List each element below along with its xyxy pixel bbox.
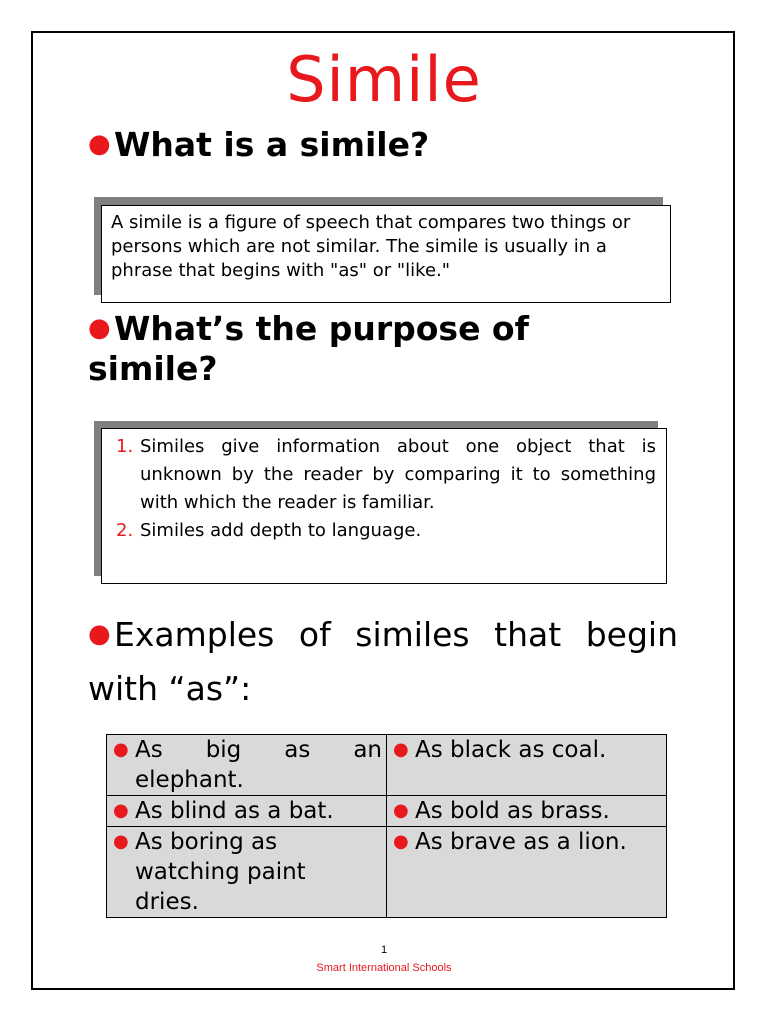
table-cell xyxy=(387,735,667,796)
heading-purpose-of-simile xyxy=(88,308,668,389)
list-number: 1. xyxy=(116,436,134,457)
table-cell xyxy=(107,796,387,827)
table-row xyxy=(107,796,667,827)
bullet-icon: ● xyxy=(113,831,129,852)
bullet-icon: ● xyxy=(88,313,111,343)
example-text: As bold as brass. xyxy=(415,798,610,824)
list-number: 2. xyxy=(116,520,134,541)
table-cell xyxy=(107,735,387,796)
table-cell xyxy=(107,827,387,918)
examples-table xyxy=(106,734,667,918)
list-text: Similes add depth to language. xyxy=(140,520,422,541)
list-item xyxy=(116,433,656,517)
bullet-icon: ● xyxy=(113,800,129,821)
example-text: As big as an elephant. xyxy=(135,737,382,793)
table-row xyxy=(107,827,667,918)
bullet-icon: ● xyxy=(88,129,111,159)
example-text: As blind as a bat. xyxy=(135,798,334,824)
table-cell xyxy=(387,796,667,827)
heading-what-is-simile xyxy=(88,124,429,165)
example-text: As brave as a lion. xyxy=(415,829,627,855)
bullet-icon: ● xyxy=(393,831,409,852)
page-number: 1 xyxy=(380,944,388,956)
footer-school-name: Smart International Schools xyxy=(316,962,452,974)
purpose-list xyxy=(102,429,666,545)
heading-text: What’s the purpose of simile? xyxy=(88,309,529,388)
example-text: As boring as watching paint dries. xyxy=(135,829,306,915)
list-text: Similes give information about one object that is unknown by the reader by comparing it to something with which the reader is familiar. xyxy=(140,436,656,513)
table-cell xyxy=(387,827,667,918)
page-title: Simile xyxy=(286,43,482,116)
definition-box xyxy=(101,205,671,303)
list-item xyxy=(116,517,656,545)
bullet-icon: ● xyxy=(88,619,111,649)
table-row xyxy=(107,735,667,796)
bullet-icon: ● xyxy=(393,800,409,821)
definition-text: A simile is a figure of speech that compares two things or persons which are not similar. The simile is usually in a phrase that begins with "as" or "like." xyxy=(111,212,631,281)
bullet-icon: ● xyxy=(113,739,129,760)
purpose-box xyxy=(101,428,667,584)
heading-examples xyxy=(88,607,678,716)
example-text: As black as coal. xyxy=(415,737,607,763)
bullet-icon: ● xyxy=(393,739,409,760)
heading-text: What is a simile? xyxy=(114,125,430,164)
heading-text: Examples of similes that begin with “as”: xyxy=(88,615,678,708)
